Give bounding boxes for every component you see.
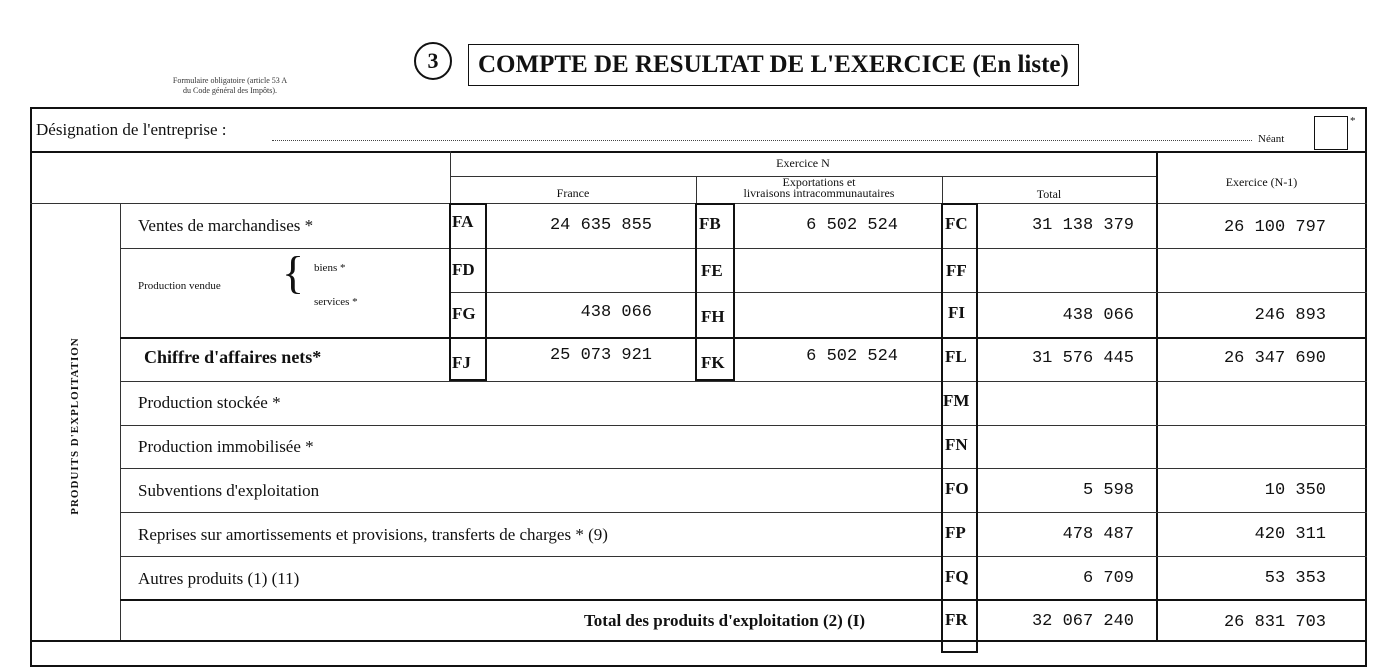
row-divider-6	[120, 468, 1367, 469]
row-label-immobilisee: Production immobilisée *	[138, 437, 314, 456]
col-header-exports	[696, 177, 942, 199]
row-label-services: services *	[314, 296, 358, 308]
row-divider-10	[30, 640, 1367, 642]
form-number-badge: 3	[414, 42, 452, 80]
code-fc: FC	[945, 214, 968, 233]
legal-note	[132, 76, 328, 96]
code-fr: FR	[945, 610, 968, 629]
col-header-exports-line1: Exportations et	[782, 175, 856, 189]
code-fn: FN	[945, 435, 968, 454]
value-ventes-total[interactable]: 31 138 379	[1031, 216, 1134, 235]
value-services-total[interactable]: 438 066	[1062, 306, 1134, 325]
code-fq: FQ	[945, 567, 969, 586]
value-subventions-total[interactable]: 5 598	[1082, 481, 1134, 500]
row-divider-2	[450, 292, 1367, 293]
col-header-previous: Exercice (N-1)	[1225, 175, 1298, 189]
value-autres-total[interactable]: 6 709	[1082, 569, 1134, 588]
brace-icon: {	[282, 247, 305, 298]
code-fh: FH	[701, 307, 725, 326]
code-fd: FD	[452, 260, 475, 279]
value-reprises-previous[interactable]: 420 311	[1254, 525, 1326, 544]
company-name-line	[272, 140, 1252, 141]
row-label-total-produits: Total des produits d'exploitation (2) (I)	[584, 611, 866, 630]
code-fj: FJ	[452, 353, 471, 372]
page-title: COMPTE DE RESULTAT DE L'EXERCICE (En liste)	[468, 44, 1079, 86]
company-row-divider	[30, 151, 1367, 153]
code-fl: FL	[945, 347, 967, 366]
value-subventions-previous[interactable]: 10 350	[1264, 481, 1326, 500]
col-divider-previous	[1156, 151, 1158, 640]
row-label-reprises: Reprises sur amortissements et provisions, transferts de charges * (9)	[138, 525, 608, 544]
row-divider-7	[120, 512, 1367, 513]
row-divider-9	[120, 599, 1367, 601]
row-divider-3	[120, 337, 1367, 339]
company-label: Désignation de l'entreprise :	[36, 120, 227, 139]
row-label-ventes: Ventes de marchandises *	[138, 216, 314, 235]
row-label-stockee: Production stockée *	[138, 393, 281, 412]
row-label-autres: Autres produits (1) (11)	[138, 569, 300, 588]
col-header-exports-line2: livraisons intracommunautaires	[743, 186, 895, 200]
section-column-divider	[120, 203, 121, 640]
code-fo: FO	[945, 479, 969, 498]
row-label-ca-net: Chiffre d'affaires nets*	[144, 347, 322, 367]
code-fe: FE	[701, 261, 723, 280]
neant-asterisk: *	[1350, 115, 1356, 127]
row-divider-1	[120, 248, 1367, 249]
legal-note-line1: Formulaire obligatoire (article 53 A	[172, 76, 288, 85]
row-divider-8	[120, 556, 1367, 557]
value-services-france[interactable]: 438 066	[580, 303, 652, 322]
value-total-produits-total[interactable]: 32 067 240	[1031, 612, 1134, 631]
col-header-total: Total	[1036, 187, 1062, 201]
code-fa: FA	[452, 212, 474, 231]
code-fk: FK	[701, 353, 725, 372]
value-ventes-france[interactable]: 24 635 855	[549, 216, 652, 235]
neant-checkbox[interactable]	[1314, 116, 1348, 150]
row-divider-5	[120, 425, 1367, 426]
row-label-production-vendue: Production vendue	[138, 280, 221, 292]
code-fi: FI	[948, 303, 965, 322]
row-divider-4	[120, 381, 1367, 382]
value-services-previous[interactable]: 246 893	[1254, 306, 1326, 325]
row-label-subventions: Subventions d'exploitation	[138, 481, 320, 500]
col-header-france: France	[556, 186, 590, 200]
value-total-produits-previous[interactable]: 26 831 703	[1223, 613, 1326, 632]
section-label-produits: PRODUITS D'EXPLOITATION	[69, 337, 81, 515]
value-ca-net-export[interactable]: 6 502 524	[806, 347, 898, 366]
value-ventes-previous[interactable]: 26 100 797	[1223, 218, 1326, 237]
value-reprises-total[interactable]: 478 487	[1062, 525, 1134, 544]
value-ca-net-total[interactable]: 31 576 445	[1031, 349, 1134, 368]
code-fb: FB	[699, 214, 721, 233]
legal-note-line2: du Code général des Impôts).	[183, 86, 277, 95]
value-ca-net-france[interactable]: 25 073 921	[549, 346, 652, 365]
col-header-exercice-n: Exercice N	[776, 156, 830, 170]
value-autres-previous[interactable]: 53 353	[1264, 569, 1326, 588]
code-fp: FP	[945, 523, 966, 542]
code-fg: FG	[452, 304, 476, 323]
code-fm: FM	[943, 391, 970, 410]
value-ca-net-previous[interactable]: 26 347 690	[1223, 349, 1326, 368]
code-ff: FF	[946, 261, 967, 280]
row-label-biens: biens *	[314, 262, 346, 274]
value-ventes-export[interactable]: 6 502 524	[806, 216, 898, 235]
neant-label: Néant	[1258, 133, 1285, 145]
